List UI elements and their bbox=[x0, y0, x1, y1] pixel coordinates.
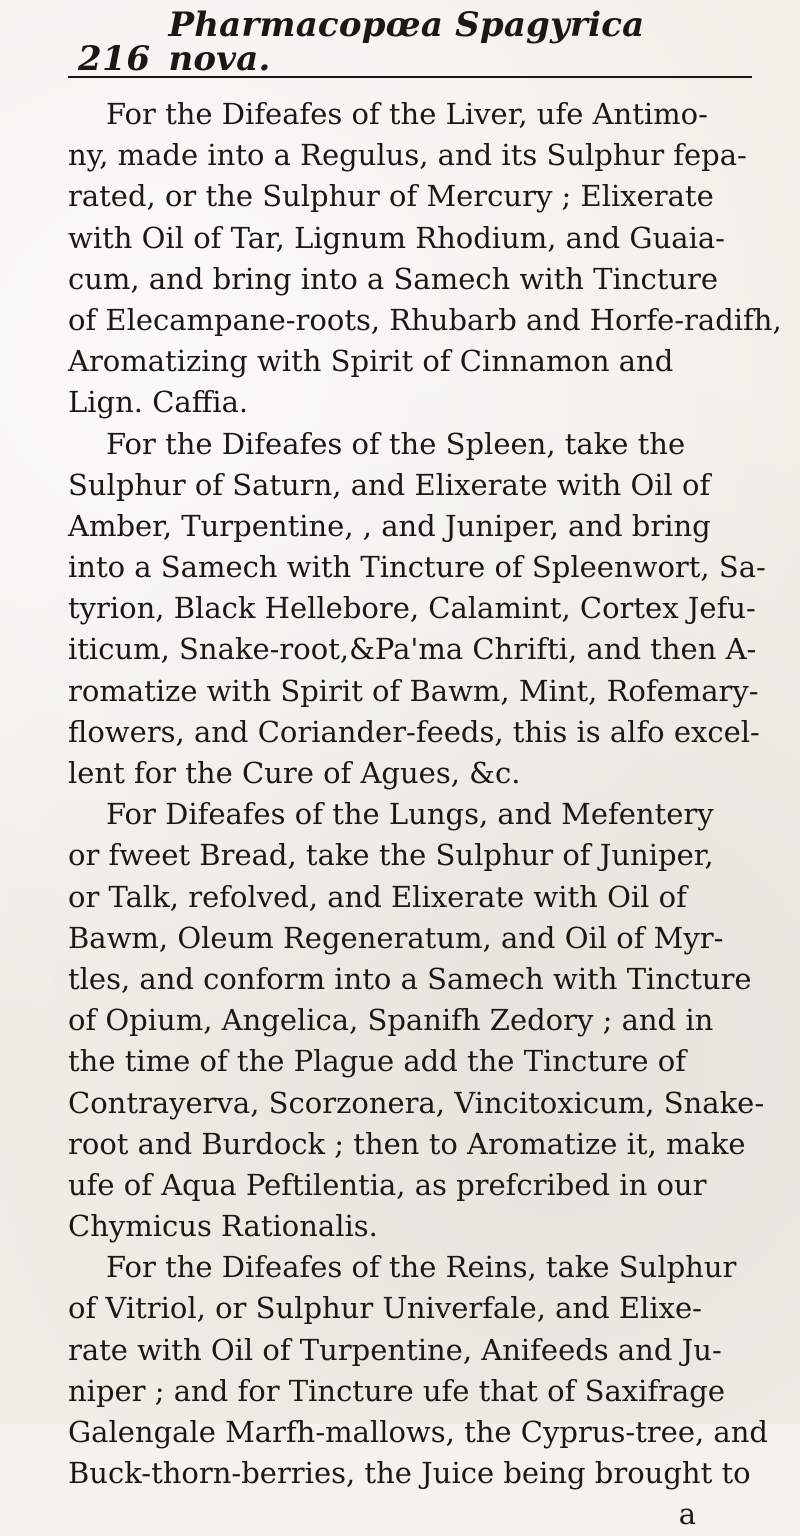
text-line: ny, made into a Regulus, and its Sulphur fepa- bbox=[68, 138, 747, 173]
text-line: lent for the Cure of Agues, &c. bbox=[68, 756, 521, 790]
text-line: Galengale Marfh-mallows, the Cyprus-tree, and bbox=[68, 1415, 768, 1449]
text-line: For Difeafes of the Lungs, and Mefentery bbox=[106, 797, 714, 832]
text-line: Aromatizing with Spirit of Cinnamon and bbox=[68, 344, 674, 379]
text-line: into a Samech with Tincture of Spleenwort, Sa- bbox=[68, 550, 766, 585]
text-line: of Opium, Angelica, Spanifh Zedory ; and in bbox=[68, 1003, 714, 1038]
text-line: romatize with Spirit of Bawm, Mint, Rofemary- bbox=[68, 673, 759, 708]
body-text bbox=[68, 94, 782, 1536]
text-line: tyrion, Black Hellebore, Calamint, Cortex Jefu- bbox=[68, 591, 756, 626]
text-line: Lign. Caffia. bbox=[68, 385, 249, 420]
text-line: iticum, Snake-root,&Pa'ma Chrifti, and then A- bbox=[68, 632, 757, 667]
text-line: For the Difeafes of the Liver, ufe Antimo- bbox=[106, 97, 708, 131]
text-line: Buck-thorn-berries, the Juice being brought to bbox=[68, 1456, 751, 1491]
text-line: of Vitriol, or Sulphur Univerfale, and Elixe- bbox=[68, 1291, 702, 1326]
text-line: with Oil of Tar, Lignum Rhodium, and Guaia- bbox=[68, 220, 725, 255]
page-number: 216 bbox=[78, 39, 151, 79]
text-line: Bawm, Oleum Regeneratum, and Oil of Myr- bbox=[68, 920, 724, 955]
text-line: cum, and bring into a Samech with Tincture bbox=[68, 261, 719, 296]
running-title: Pharmacopœa Spagyrica nova. bbox=[168, 5, 645, 79]
text-line: Amber, Turpentine, , and Juniper, and bring bbox=[68, 508, 711, 543]
text-line: Contrayerva, Scorzonera, Vincitoxicum, Snake- bbox=[68, 1085, 765, 1120]
text-line: flowers, and Coriander-feeds, this is alfo excel- bbox=[68, 714, 760, 749]
text-line: For the Difeafes of the Spleen, take the bbox=[106, 426, 686, 461]
text-line: root and Burdock ; then to Aromatize it, make bbox=[68, 1126, 746, 1161]
text-line: the time of the Plague add the Tincture of bbox=[68, 1044, 686, 1079]
text-line: For the Difeafes of the Reins, take Sulphur bbox=[106, 1250, 737, 1285]
text-line: of Elecampane-roots, Rhubarb and Horfe-radifh, bbox=[68, 302, 782, 337]
text-line: or Talk, refolved, and Elixerate with Oil of bbox=[68, 879, 687, 914]
text-line: tles, and conform into a Samech with Tincture bbox=[68, 961, 752, 996]
catchword: a bbox=[678, 1497, 696, 1532]
text-line: Sulphur of Saturn, and Elixerate with Oil of bbox=[68, 467, 711, 502]
text-line: ufe of Aqua Peftilentia, as prefcribed in our bbox=[68, 1167, 707, 1202]
text-line: rate with Oil of Turpentine, Anifeeds and Ju- bbox=[68, 1332, 722, 1367]
text-line: or fweet Bread, take the Sulphur of Juniper, bbox=[68, 838, 714, 873]
page-header bbox=[68, 5, 752, 79]
text-line: niper ; and for Tincture ufe that of Saxifrage bbox=[68, 1373, 725, 1408]
text-line: rated, or the Sulphur of Mercury ; Elixerate bbox=[68, 179, 714, 214]
text-line: Chymicus Rationalis. bbox=[68, 1209, 378, 1244]
